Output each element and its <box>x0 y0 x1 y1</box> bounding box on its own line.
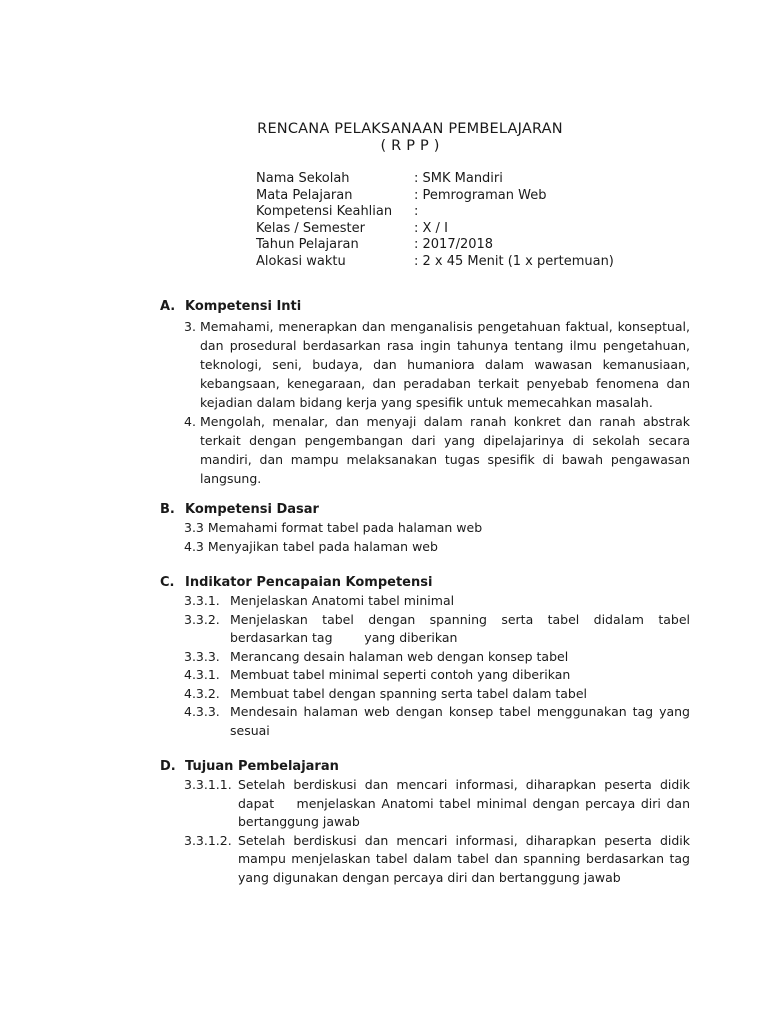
section-title: Tujuan Pembelajaran <box>185 759 339 774</box>
identity-key: Tahun Pelajaran <box>256 237 359 253</box>
list-item <box>160 776 694 832</box>
item-text: Menjelaskan Anatomi tabel minimal <box>230 593 455 608</box>
list-item: 4.3 Menyajikan tabel pada halaman web <box>184 538 438 554</box>
list-item <box>160 703 690 740</box>
identity-row <box>256 254 614 271</box>
list-item <box>160 666 690 685</box>
identity-value: : X / I <box>414 220 448 236</box>
identity-value: : 2 x 45 Menit (1 x pertemuan) <box>414 253 614 269</box>
item-text: Mengolah, menalar, dan menyaji dalam ranah konkret dan ranah abstrak terkait dengan pengembangan dari yang dipelajarinya di sekolah secara mandiri, dan mampu melaksanakan tugas spesifik di bawah pengawasan langsung. <box>200 414 690 486</box>
section-letter: B. <box>160 502 175 517</box>
section-tujuan <box>160 758 694 887</box>
item-number: 3.3.3. <box>184 648 220 664</box>
list-item <box>160 412 690 488</box>
item-number: 4. <box>184 414 196 429</box>
section-kompetensi-dasar <box>160 501 690 556</box>
item-number: 4.3.2. <box>184 685 220 701</box>
list-item: 3.3 Memahami format tabel pada halaman web <box>184 520 483 535</box>
list-item <box>160 685 690 704</box>
item-number: 3.3.1.1. <box>184 777 232 792</box>
identity-row <box>256 204 614 221</box>
item-number: 3.3.2. <box>184 611 220 627</box>
section-heading <box>160 298 690 316</box>
item-number: 3.3.1.2. <box>184 832 232 848</box>
item-text: Mendesain halaman web dengan konsep tabel menggunakan tag yang sesuai <box>230 704 690 738</box>
section-letter: C. <box>160 575 175 590</box>
section-heading <box>160 574 690 592</box>
identity-key: Nama Sekolah <box>256 171 350 186</box>
section-letter: A. <box>160 299 176 314</box>
identity-value: : 2017/2018 <box>414 237 494 253</box>
section-heading <box>160 501 690 519</box>
item-number: 4.3.1. <box>184 667 220 682</box>
section-kompetensi-inti <box>160 298 690 488</box>
identity-value: : Pemrograman Web <box>414 187 547 203</box>
item-text: Menjelaskan tabel dengan spanning serta tabel didalam tabel berdasarkan tag yang diberikan <box>230 611 694 645</box>
item-text: Membuat tabel minimal seperti contoh yang diberikan <box>230 667 571 682</box>
identity-key: Kelas / Semester <box>256 220 365 236</box>
list-item <box>160 648 690 667</box>
identity-value: : SMK Mandiri <box>414 171 503 186</box>
identity-key: Mata Pelajaran <box>256 187 353 203</box>
identity-key: Kompetensi Keahlian <box>256 204 393 220</box>
identity-table <box>256 171 614 271</box>
identity-row <box>256 188 614 205</box>
list-item <box>160 317 690 412</box>
section-indikator <box>160 574 694 740</box>
section-title: Indikator Pencapaian Kompetensi <box>185 575 433 590</box>
list-item <box>160 832 690 888</box>
item-text: Merancang desain halaman web dengan konsep tabel <box>230 648 569 664</box>
list-item <box>160 611 694 648</box>
section-letter: D. <box>160 759 176 774</box>
item-text: Setelah berdiskusi dan mencari informasi, diharapkan peserta didik dapat menjelaskan Anatomi tabel minimal dengan percaya diri dan bertanggung jawab <box>238 777 694 829</box>
item-number: 3.3.1. <box>184 593 220 608</box>
document-title: RENCANA PELAKSANAAN PEMBELAJARAN <box>257 121 563 137</box>
identity-key: Alokasi waktu <box>256 253 346 269</box>
item-text: Membuat tabel dengan spanning serta tabel dalam tabel <box>230 685 588 701</box>
item-number: 4.3.3. <box>184 704 220 719</box>
item-text: Setelah berdiskusi dan mencari informasi, diharapkan peserta didik mampu menjelaskan tabel dalam tabel dan spanning berdasarkan tag yang digunakan dengan percaya diri dan bertanggung jawab <box>238 832 690 885</box>
item-text: Memahami, menerapkan dan menganalisis pengetahuan faktual, konseptual, dan prosedural berdasarkan rasa ingin tahunya tentang ilmu pengetahuan, teknologi, seni, budaya, dan humaniora dalam wawasan kemanusiaan, kebangsaan, kenegaraan, dan peradaban terkait penyebab fenomena dan kejadian dalam bidang kerja yang spesifik untuk memecahkan masalah. <box>200 319 690 410</box>
identity-value: : <box>414 204 419 220</box>
section-title: Kompetensi Dasar <box>185 502 319 517</box>
section-title: Kompetensi Inti <box>185 299 302 314</box>
identity-row <box>256 221 614 238</box>
section-heading <box>160 758 690 776</box>
item-number: 3. <box>184 319 196 334</box>
list-item <box>160 592 690 611</box>
identity-row <box>256 171 614 188</box>
document-subtitle: ( R P P ) <box>380 138 440 154</box>
identity-row <box>256 237 614 254</box>
